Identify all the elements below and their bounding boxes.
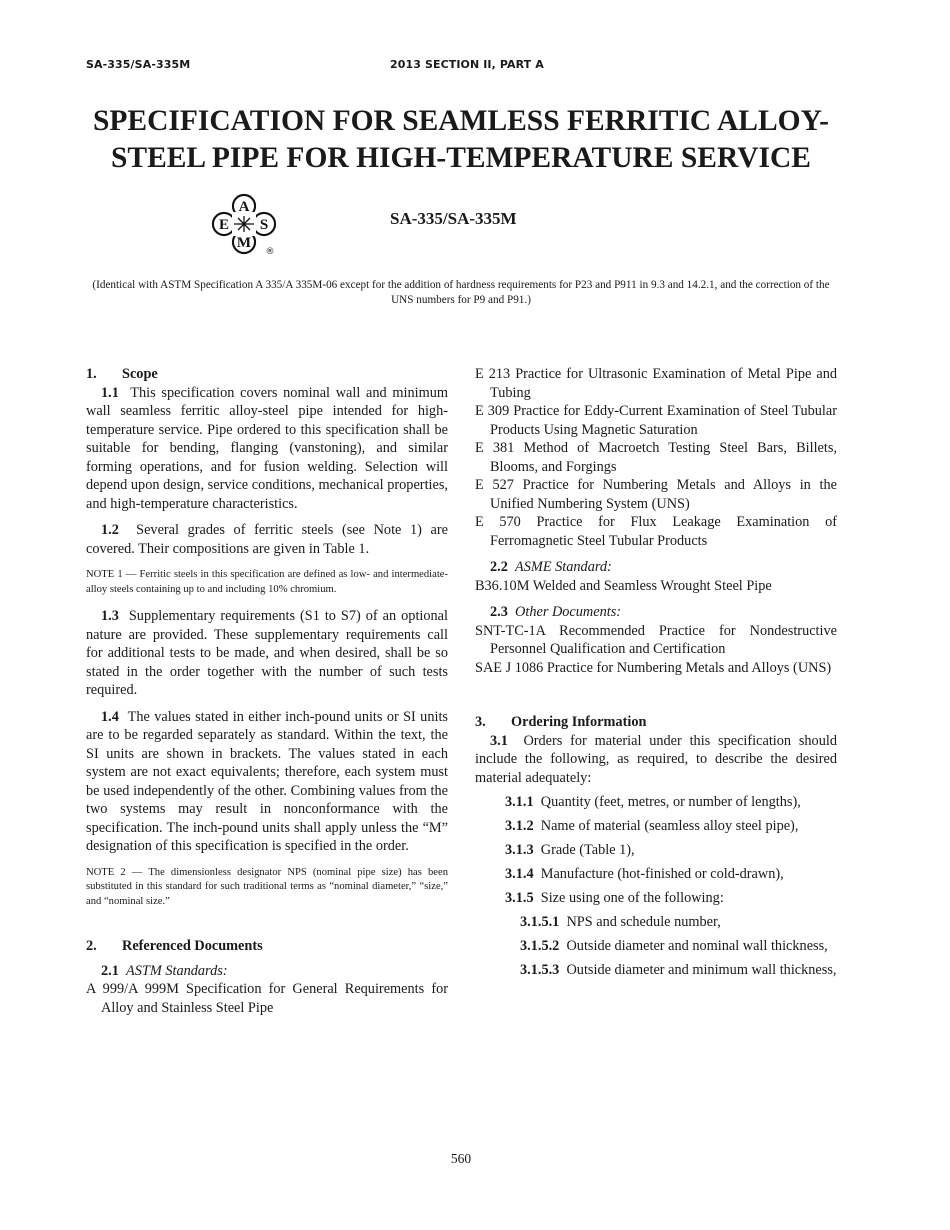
running-header-section: 2013 SECTION II, PART A — [390, 58, 544, 71]
subheading-other-documents: 2.3 Other Documents: — [490, 604, 622, 620]
section-heading-scope: 1. Scope — [86, 366, 158, 382]
note-1: NOTE 1 — Ferritic steels in this specification are defined as low- and intermediate-alloy steels containing up to and including 10% chromium. — [86, 569, 448, 595]
paragraph-1-4: 1.4 The values stated in either inch-pound units or SI units are to be regarded separately as standard. Within the text, the SI units are shown in brackets. The values stated in each system are not exact equivalents; therefore, each system must be used independently of the other. Combining values from the two systems may result in nonconformance with the specification. The inch-pound units shall apply unless the “M” designation of this specification is specified in the order. — [86, 708, 448, 854]
list-item-3-1-5-1: 3.1.5.1 NPS and schedule number, — [520, 914, 721, 930]
reference-item: E 527 Practice for Numbering Metals and Alloys in the Unified Numbering System (UNS) — [475, 477, 837, 512]
paragraph-3-1: 3.1 Orders for material under this specification should include the following, as required, to describe the desired material adequately: — [475, 732, 837, 786]
running-header-designation: SA-335/SA-335M — [86, 58, 191, 71]
list-item-3-1-5-2: 3.1.5.2 Outside diameter and nominal wall thickness, — [520, 938, 828, 954]
registered-mark: ® — [265, 247, 275, 256]
paragraph-1-2: 1.2 Several grades of ferritic steels (see Note 1) are covered. Their compositions are given in Table 1. — [86, 522, 448, 557]
reference-item: B36.10M Welded and Seamless Wrought Steel Pipe — [475, 577, 772, 594]
asme-logo-icon — [210, 192, 278, 256]
logo-letter-left: E — [218, 217, 230, 233]
title-line-2: STEEL PIPE FOR HIGH-TEMPERATURE SERVICE — [111, 142, 811, 174]
reference-item: SAE J 1086 Practice for Numbering Metals and Alloys (UNS) — [475, 659, 832, 676]
paragraph-1-1: 1.1 This specification covers nominal wall and minimum wall seamless ferritic alloy-steel pipe intended for high-temperature service. Pipe ordered to this specification shall be suitable for bending, flanging (vanstoning), and similar forming operations, and for fusion welding. Selection will depend upon design, service conditions, mechanical properties, and high-temperature characteristics. — [86, 384, 448, 512]
subheading-astm-standards: 2.1 ASTM Standards: — [101, 962, 228, 979]
section-heading-ordering-information: 3. Ordering Information — [475, 714, 647, 730]
right-column — [475, 365, 837, 985]
page-number: 560 — [450, 1151, 472, 1166]
reference-item: E 309 Practice for Eddy-Current Examination of Steel Tubular Products Using Magnetic Saturation — [475, 403, 837, 438]
identical-note: (Identical with ASTM Specification A 335/A 335M-06 except for the addition of hardness requirements for P23 and P911 in 9.3 and 14.2.1, and the correction of the UNS numbers for P9 and P91.) — [92, 279, 830, 306]
left-column — [86, 365, 448, 1017]
list-item-3-1-3: 3.1.3 Grade (Table 1), — [505, 842, 635, 858]
logo-letter-top: A — [238, 199, 250, 215]
logo-letter-bottom: M — [236, 235, 252, 251]
paragraph-1-3: 1.3 Supplementary requirements (S1 to S7) of an optional nature are provided. These supplementary requirements call for additional tests to be made, and when desired, shall be so stated in the order together with the number of such tests required. — [86, 608, 448, 698]
list-item-3-1-1: 3.1.1 Quantity (feet, metres, or number of lengths), — [505, 794, 801, 810]
reference-item: E 213 Practice for Ultrasonic Examination of Metal Pipe and Tubing — [475, 366, 837, 401]
note-2: NOTE 2 — The dimensionless designator NPS (nominal pipe size) has been substituted in this standard for such traditional terms as “nominal diameter,” “size,” and “nominal size.” — [86, 866, 448, 907]
list-item-3-1-5-3: 3.1.5.3 Outside diameter and minimum wall thickness, — [520, 962, 837, 978]
subheading-asme-standard: 2.2 ASME Standard: — [490, 559, 612, 575]
spec-designation: SA-335/SA-335M — [390, 209, 517, 228]
list-item-3-1-2: 3.1.2 Name of material (seamless alloy steel pipe), — [505, 818, 799, 834]
document-title — [86, 103, 836, 177]
reference-item: A 999/A 999M Specification for General Requirements for Alloy and Stainless Steel Pipe — [86, 981, 448, 1016]
reference-item: E 381 Method of Macroetch Testing Steel Bars, Billets, Blooms, and Forgings — [475, 440, 837, 475]
title-line-1: SPECIFICATION FOR SEAMLESS FERRITIC ALLOY- — [92, 105, 830, 137]
logo-letter-right: S — [259, 217, 269, 233]
section-heading-referenced-documents: 2. Referenced Documents — [86, 938, 263, 954]
list-item-3-1-4: 3.1.4 Manufacture (hot-finished or cold-drawn), — [505, 866, 784, 882]
reference-item: E 570 Practice for Flux Leakage Examination of Ferromagnetic Steel Tubular Products — [475, 514, 837, 549]
list-item-3-1-5: 3.1.5 Size using one of the following: — [505, 890, 724, 906]
reference-item: SNT-TC-1A Recommended Practice for Nondestructive Personnel Qualification and Certification — [475, 622, 837, 657]
